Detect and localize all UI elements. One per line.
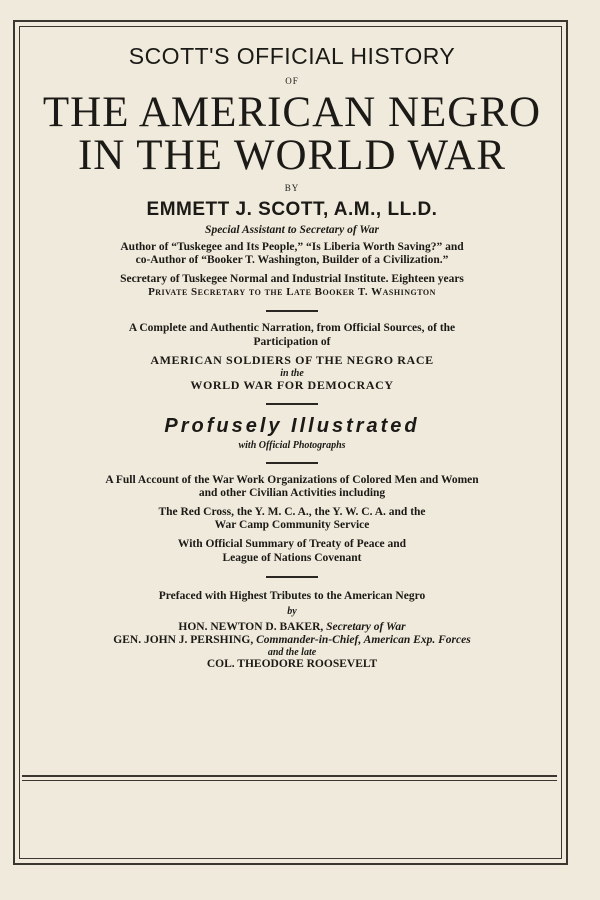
narration-line-1: A Complete and Authentic Narration, from Official Sources, of the bbox=[128, 322, 456, 335]
divider-3 bbox=[266, 462, 318, 464]
and-late-text: and the late bbox=[267, 646, 317, 658]
pershing-role: Commander-in-Chief, American Exp. Forces bbox=[256, 633, 471, 646]
tribute-baker bbox=[22, 621, 562, 634]
soldiers-line: AMERICAN SOLDIERS OF THE NEGRO RACE bbox=[150, 352, 434, 367]
main-title-line2: IN THE WORLD WAR bbox=[77, 131, 507, 179]
in-the-text: in the bbox=[280, 367, 304, 379]
photographs-line: with Official Photographs bbox=[238, 440, 346, 452]
redcross-line-2: War Camp Community Service bbox=[214, 519, 370, 532]
title-page bbox=[22, 40, 562, 672]
pershing-name: GEN. JOHN J. PERSHING, bbox=[113, 633, 254, 646]
bottom-rule-thin bbox=[22, 780, 557, 781]
baker-name: HON. NEWTON D. BAKER, bbox=[178, 620, 324, 633]
treaty-line-1: With Official Summary of Treaty of Peace and bbox=[177, 538, 407, 551]
account-line-1: A Full Account of the War Work Organizations of Colored Men and Women bbox=[105, 473, 479, 486]
author-role: Special Assistant to Secretary of War bbox=[205, 223, 379, 236]
tribute-pershing bbox=[22, 634, 562, 647]
secretary-line-2: Private Secretary to the Late Booker T. Washington bbox=[148, 285, 436, 298]
author-works-1: Author of “Tuskegee and Its People,” “Is Liberia Worth Saving?” and bbox=[120, 241, 464, 254]
baker-role: Secretary of War bbox=[326, 620, 406, 633]
series-title: SCOTT'S OFFICIAL HISTORY bbox=[128, 43, 456, 69]
divider-4 bbox=[266, 576, 318, 578]
main-title-line1: THE AMERICAN NEGRO bbox=[42, 88, 542, 136]
narration-line-2: Participation of bbox=[253, 335, 331, 348]
author-name: EMMETT J. SCOTT, A.M., LL.D. bbox=[146, 199, 438, 221]
divider-2 bbox=[266, 403, 318, 405]
war-democracy-line: WORLD WAR FOR DEMOCRACY bbox=[190, 378, 394, 393]
by-text: BY bbox=[284, 182, 300, 193]
by-lower-text: by bbox=[287, 606, 297, 618]
secretary-line-1: Secretary of Tuskegee Normal and Industrial Institute. Eighteen years bbox=[120, 272, 464, 285]
account-line-2: and other Civilian Activities including bbox=[198, 486, 386, 499]
divider-1 bbox=[266, 310, 318, 312]
of-text: OF bbox=[285, 76, 299, 87]
author-works-2: co-Author of “Booker T. Washington, Builder of a Civilization.” bbox=[135, 254, 449, 267]
bottom-rule-thick bbox=[22, 775, 557, 777]
treaty-line-2: League of Nations Covenant bbox=[222, 551, 362, 564]
illustrated-heading: Profusely Illustrated bbox=[164, 415, 420, 438]
prefaced-line: Prefaced with Highest Tributes to the American Negro bbox=[158, 589, 426, 602]
redcross-line-1: The Red Cross, the Y. M. C. A., the Y. W. C. A. and the bbox=[158, 505, 426, 518]
tribute-roosevelt: COL. THEODORE ROOSEVELT bbox=[206, 658, 378, 671]
